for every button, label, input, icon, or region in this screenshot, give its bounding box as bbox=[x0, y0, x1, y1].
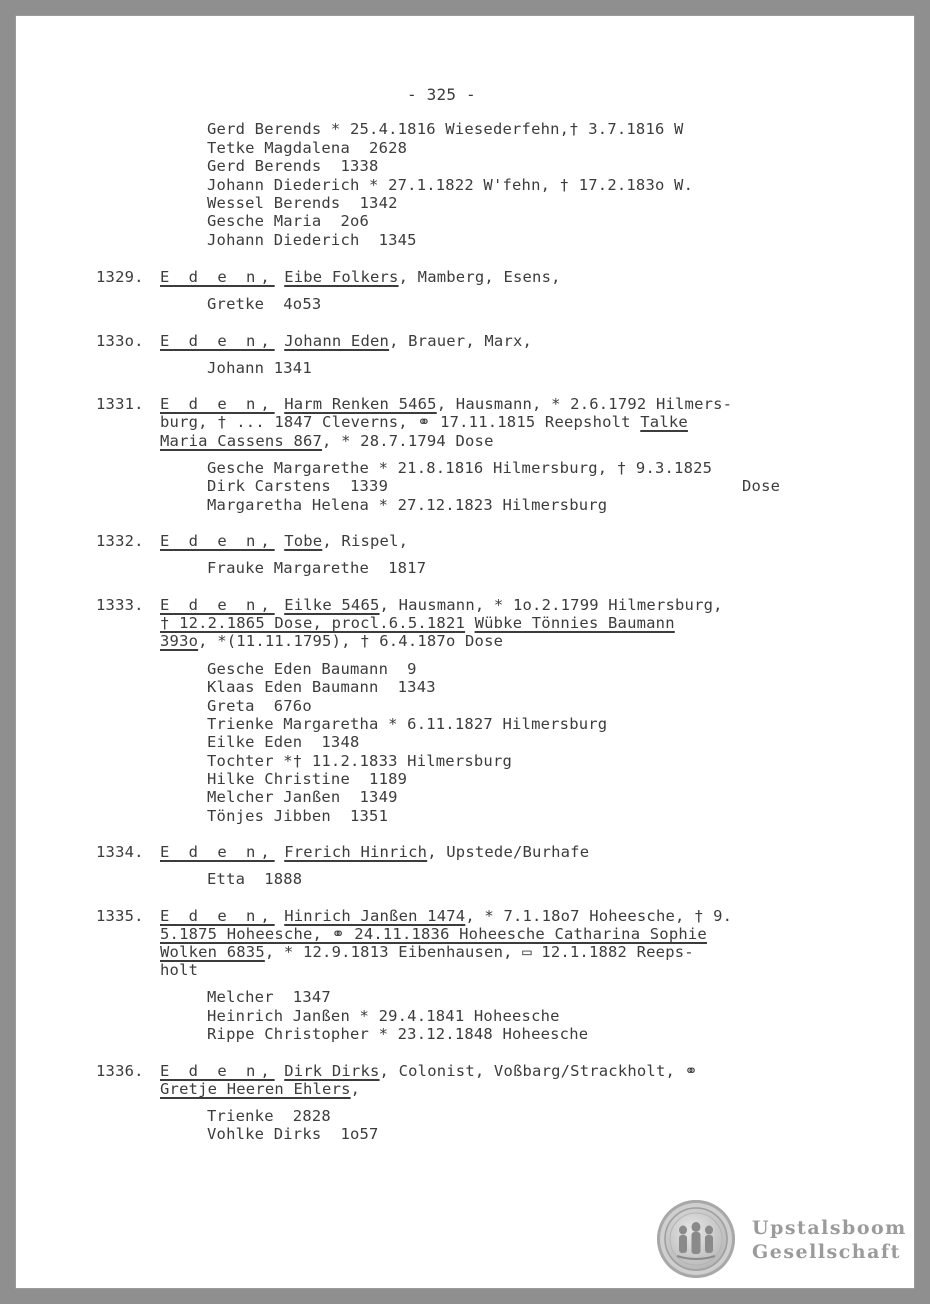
entry-surname: E d e n, bbox=[160, 907, 275, 925]
entry-details: , Brauer, Marx, bbox=[389, 332, 533, 350]
continuation-line: Gesche Maria 2o6 bbox=[207, 212, 370, 230]
entry-name: Tobe bbox=[284, 532, 323, 550]
child-line: Gesche Margarethe * 21.8.1816 Hilmersburg, † 9.3.1825 bbox=[207, 459, 713, 477]
entry-details: , Rispel, bbox=[322, 532, 409, 550]
entry-details: , Hausmann, * 1o.2.1799 Hilmersburg, bbox=[379, 596, 723, 614]
entry-name: Hinrich Janßen 1474 bbox=[284, 907, 466, 925]
child-line: Dirk Carstens 1339 bbox=[207, 477, 389, 495]
spouse-name: Talke bbox=[640, 413, 688, 431]
child-line: Eilke Eden 1348 bbox=[207, 733, 360, 751]
child-line: Tönjes Jibben 1351 bbox=[207, 807, 389, 825]
entry-surname: E d e n, bbox=[160, 268, 275, 286]
entry-name: Eilke 5465 bbox=[284, 596, 380, 614]
entry-number: 1329. bbox=[96, 268, 144, 286]
child-line: Melcher 1347 bbox=[207, 988, 331, 1006]
entry-number: 133o. bbox=[96, 332, 144, 350]
entry-number: 1331. bbox=[96, 395, 144, 413]
entry-header bbox=[160, 332, 532, 350]
child-line: Trienke Margaretha * 6.11.1827 Hilmersburg bbox=[207, 715, 608, 733]
entry-number: 1335. bbox=[96, 907, 144, 925]
entry-details-line: † 12.2.1865 Dose, procl.6.5.1821 Wübke Tönnies Baumann bbox=[160, 614, 675, 632]
entry-details: , * 7.1.18o7 Hoheesche, † 9. bbox=[465, 907, 733, 925]
child-line: Etta 1888 bbox=[207, 870, 303, 888]
child-line: Frauke Margarethe 1817 bbox=[207, 559, 427, 577]
continuation-line: Johann Diederich * 27.1.1822 W'fehn, † 17.2.183o W. bbox=[207, 176, 694, 194]
spouse-name: Maria Cassens 867 bbox=[160, 432, 323, 450]
entry-number: 1332. bbox=[96, 532, 144, 550]
child-line: Tochter *† 11.2.1833 Hilmersburg bbox=[207, 752, 513, 770]
entry-header bbox=[160, 1062, 698, 1080]
child-line: Melcher Janßen 1349 bbox=[207, 788, 398, 806]
entry-details-line: 5.1875 Hoheesche, ⚭ 24.11.1836 Hoheesche Catharina Sophie bbox=[160, 925, 707, 943]
entry-surname: E d e n, bbox=[160, 395, 275, 413]
child-line: Hilke Christine 1189 bbox=[207, 770, 408, 788]
entry-details-line: Wolken 6835, * 12.9.1813 Eibenhausen, ▭ 12.1.1882 Reeps- bbox=[160, 943, 694, 961]
entry-header bbox=[160, 532, 408, 550]
entry-number: 1334. bbox=[96, 843, 144, 861]
society-seal-icon bbox=[657, 1200, 735, 1278]
continuation-line: Wessel Berends 1342 bbox=[207, 194, 398, 212]
entry-surname: E d e n, bbox=[160, 532, 275, 550]
continuation-line: Gerd Berends * 25.4.1816 Wiesederfehn,† 3.7.1816 W bbox=[207, 120, 684, 138]
spouse-name: Wolken 6835 bbox=[160, 943, 265, 961]
entry-surname: E d e n, bbox=[160, 596, 275, 614]
entry-name: Harm Renken 5465 bbox=[284, 395, 437, 413]
child-line: Johann 1341 bbox=[207, 359, 312, 377]
society-logo-text: Upstalsboom Gesellschaft bbox=[752, 1217, 907, 1263]
entry-header bbox=[160, 907, 732, 925]
entry-details: , Hausmann, * 2.6.1792 Hilmers- bbox=[436, 395, 733, 413]
child-line-suffix: Dose bbox=[742, 477, 781, 495]
entry-number: 1336. bbox=[96, 1062, 144, 1080]
entry-details-line: Maria Cassens 867, * 28.7.1794 Dose bbox=[160, 432, 494, 450]
entry-details: , Colonist, Voßbarg/Strackholt, ⚭ bbox=[379, 1062, 698, 1080]
entry-name: Eibe Folkers bbox=[284, 268, 399, 286]
entry-details: , Mamberg, Esens, bbox=[398, 268, 561, 286]
child-line: Vohlke Dirks 1o57 bbox=[207, 1125, 379, 1143]
spouse-name: 393o bbox=[160, 632, 199, 650]
child-line: Gretke 4o53 bbox=[207, 295, 322, 313]
child-line: Klaas Eden Baumann 1343 bbox=[207, 678, 436, 696]
entry-header bbox=[160, 395, 732, 413]
entry-header bbox=[160, 268, 561, 286]
child-line: Heinrich Janßen * 29.4.1841 Hoheesche bbox=[207, 1007, 560, 1025]
entry-name: Johann Eden bbox=[284, 332, 390, 350]
page-number: - 325 - bbox=[407, 85, 476, 104]
child-line: Greta 676o bbox=[207, 697, 312, 715]
entry-header bbox=[160, 843, 589, 861]
continuation-line: Gerd Berends 1338 bbox=[207, 157, 379, 175]
entry-details-line: holt bbox=[160, 961, 199, 979]
entry-surname: E d e n, bbox=[160, 332, 275, 350]
entry-number: 1333. bbox=[96, 596, 144, 614]
child-line: Trienke 2828 bbox=[207, 1107, 331, 1125]
spouse-name: Gretje Heeren Ehlers bbox=[160, 1080, 351, 1098]
child-line: Margaretha Helena * 27.12.1823 Hilmersburg bbox=[207, 496, 608, 514]
entry-details-line: burg, † ... 1847 Cleverns, ⚭ 17.11.1815 Reepsholt Talke bbox=[160, 413, 688, 431]
spouse-name: Wübke Tönnies Baumann bbox=[474, 614, 675, 632]
entry-surname: E d e n, bbox=[160, 1062, 275, 1080]
entry-details-line: 393o, *(11.11.1795), † 6.4.187o Dose bbox=[160, 632, 504, 650]
entry-name: Dirk Dirks bbox=[284, 1062, 380, 1080]
document-page bbox=[16, 16, 914, 1288]
child-line: Gesche Eden Baumann 9 bbox=[207, 660, 417, 678]
entry-details-line: Gretje Heeren Ehlers, bbox=[160, 1080, 361, 1098]
entry-surname: E d e n, bbox=[160, 843, 275, 861]
continuation-line: Johann Diederich 1345 bbox=[207, 231, 417, 249]
child-line: Rippe Christopher * 23.12.1848 Hoheesche bbox=[207, 1025, 589, 1043]
entry-header bbox=[160, 596, 723, 614]
entry-name: Frerich Hinrich bbox=[284, 843, 428, 861]
continuation-line: Tetke Magdalena 2628 bbox=[207, 139, 408, 157]
entry-details: , Upstede/Burhafe bbox=[427, 843, 590, 861]
